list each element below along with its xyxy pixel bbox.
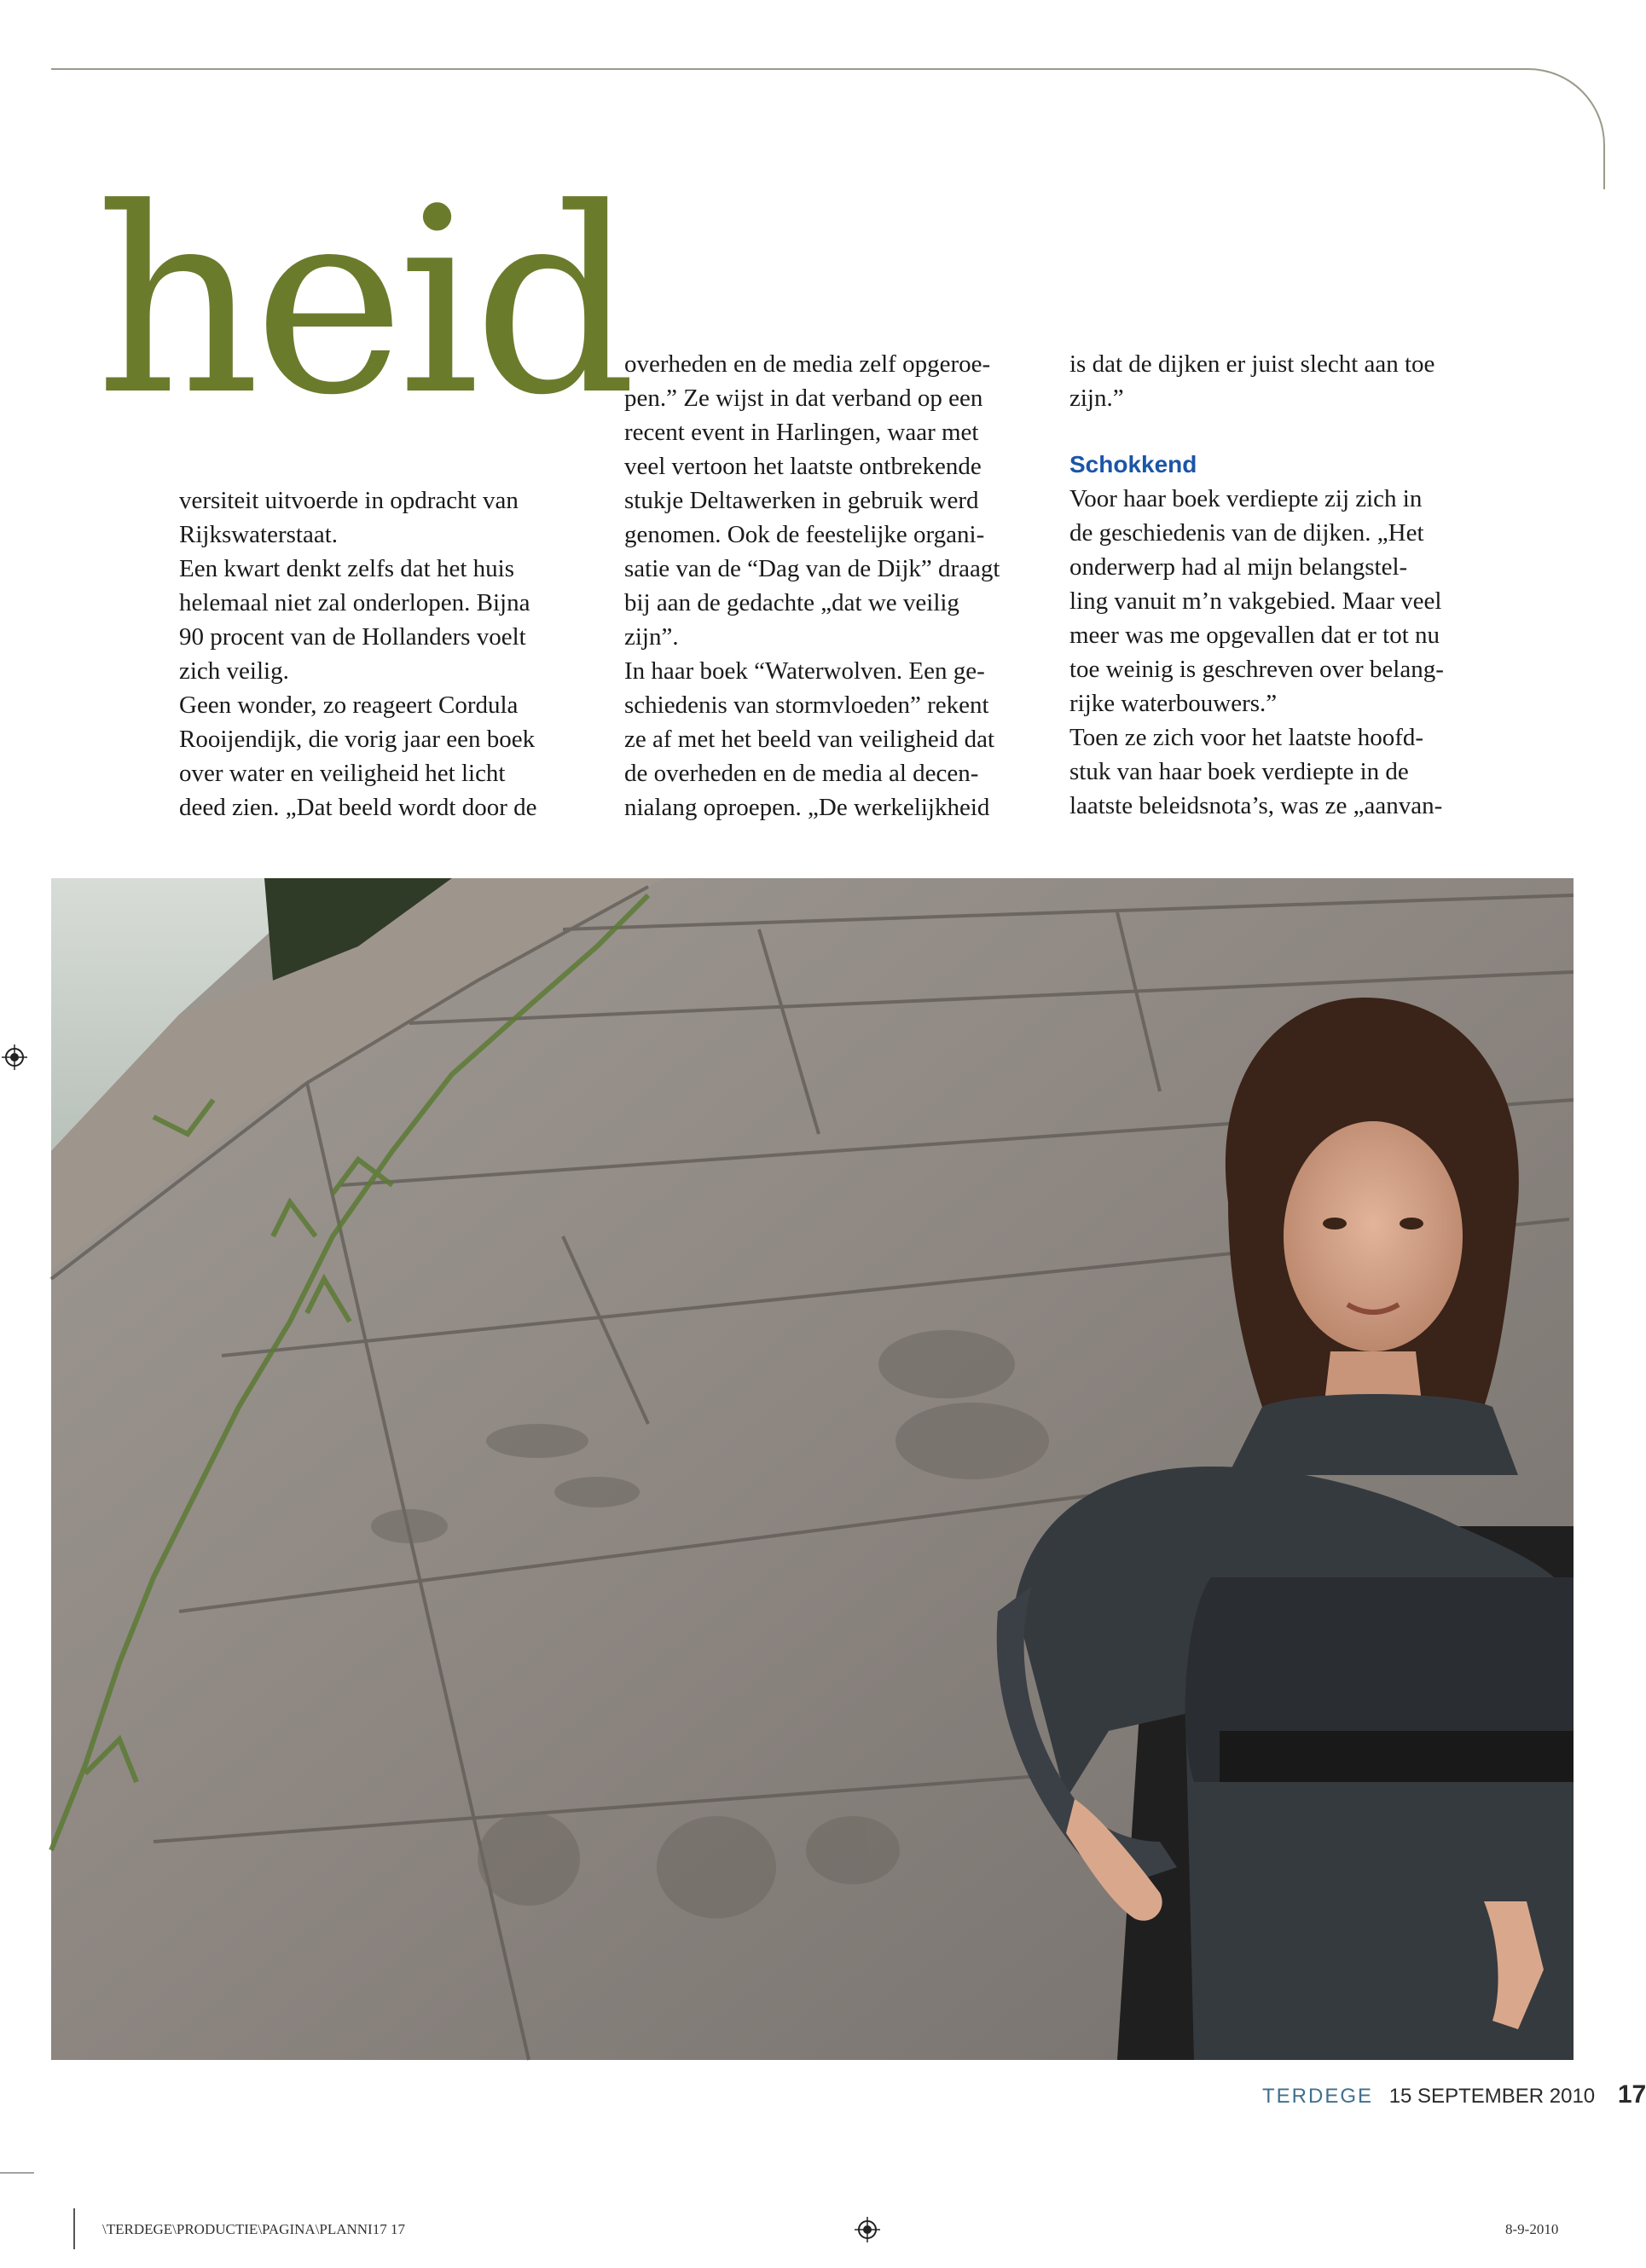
column-2-line: zijn”. [624,623,679,651]
column-1-line: Rooijendijk, die vorig jaar een boek [179,726,536,753]
column-2-line: schiedenis van stormvloeden” rekent [624,691,989,719]
column-2-line: genomen. Ook de feestelijke organi- [624,521,985,548]
subheading: Schokkend [1069,451,1197,477]
column-1-line: zich veilig. [179,657,289,685]
page-number: 17 [1617,2080,1646,2109]
column-3-line: stuk van haar boek verdiepte in de [1069,758,1409,785]
headline: heid [96,153,630,451]
column-3-line: de geschiedenis van de dijken. „Het [1069,519,1424,547]
crosshair-circle-icon [2,1044,27,1070]
column-2-line: pen.” Ze wijst in dat verband op een [624,385,983,412]
crosshair-circle-icon [855,2217,880,2242]
issue-date: 15 SEPTEMBER 2010 [1388,2085,1596,2108]
column-1-line: 90 procent van de Hollanders voelt [179,623,526,651]
column-2-line: satie van de “Dag van de Dijk” draagt [624,555,1000,582]
column-1-line: Geen wonder, zo reageert Cordula [179,691,519,719]
column-1-line: over water en veiligheid het licht [179,760,506,787]
text-column-1 [179,483,597,824]
column-1-line: deed zien. „Dat beeld wordt door de [179,794,537,821]
column-3-line: ling vanuit m’n vakgebied. Maar veel [1069,587,1442,615]
column-1-line: Rijkswaterstaat. [179,521,339,548]
photo-woman-on-dike [51,878,1574,2060]
magazine-name: TERDEGE [1262,2085,1374,2108]
column-2-line: bij aan de gedachte „dat we veilig [624,589,959,616]
column-3-line: zijn.” [1069,385,1124,412]
crop-mark [73,2208,75,2249]
column-3-line: Toen ze zich voor het laatste hoofd- [1069,724,1424,751]
column-3-line: laatste beleidsnota’s, was ze „aanvan- [1069,792,1443,819]
page-footer [1262,2080,1646,2109]
column-3-line: toe weinig is geschreven over belang- [1069,656,1444,683]
slug-date: 8-9-2010 [1505,2221,1559,2237]
column-2-line: recent event in Harlingen, waar met [624,419,979,446]
column-1-line: Een kwart denkt zelfs dat het huis [179,555,514,582]
column-2-line: stukje Deltawerken in gebruik werd [624,487,979,514]
photo-illustration [51,878,1574,2060]
top-right-trim-corner [1484,68,1605,189]
column-2-line: ze af met het beeld van veiligheid dat [624,726,995,753]
text-column-2 [624,347,1042,824]
column-2-line: overheden en de media zelf opgeroe- [624,350,991,378]
column-3-line: is dat de dijken er juist slecht aan toe [1069,350,1435,378]
column-2-line: de overheden en de media al decen- [624,760,979,787]
text-column-3 [1069,347,1487,823]
column-3-line: meer was me opgevallen dat er tot nu [1069,622,1440,649]
column-3-line: rijke waterbouwers.” [1069,690,1278,717]
top-trim-line [51,68,1501,70]
column-1-line: versiteit uitvoerde in opdracht van [179,487,519,514]
column-2-line: In haar boek “Waterwolven. Een ge- [624,657,985,685]
column-3-line: onderwerp had al mijn belangstel- [1069,553,1408,581]
slug-file-path: \TERDEGE\PRODUCTIE\PAGINA\PLANNI17 17 [102,2221,405,2237]
column-2-line: nialang oproepen. „De werkelijkheid [624,794,990,821]
column-2-line: veel vertoon het laatste ontbrekende [624,453,982,480]
column-1-line: helemaal niet zal onderlopen. Bijna [179,589,530,616]
column-3-line: Voor haar boek verdiepte zij zich in [1069,485,1423,512]
